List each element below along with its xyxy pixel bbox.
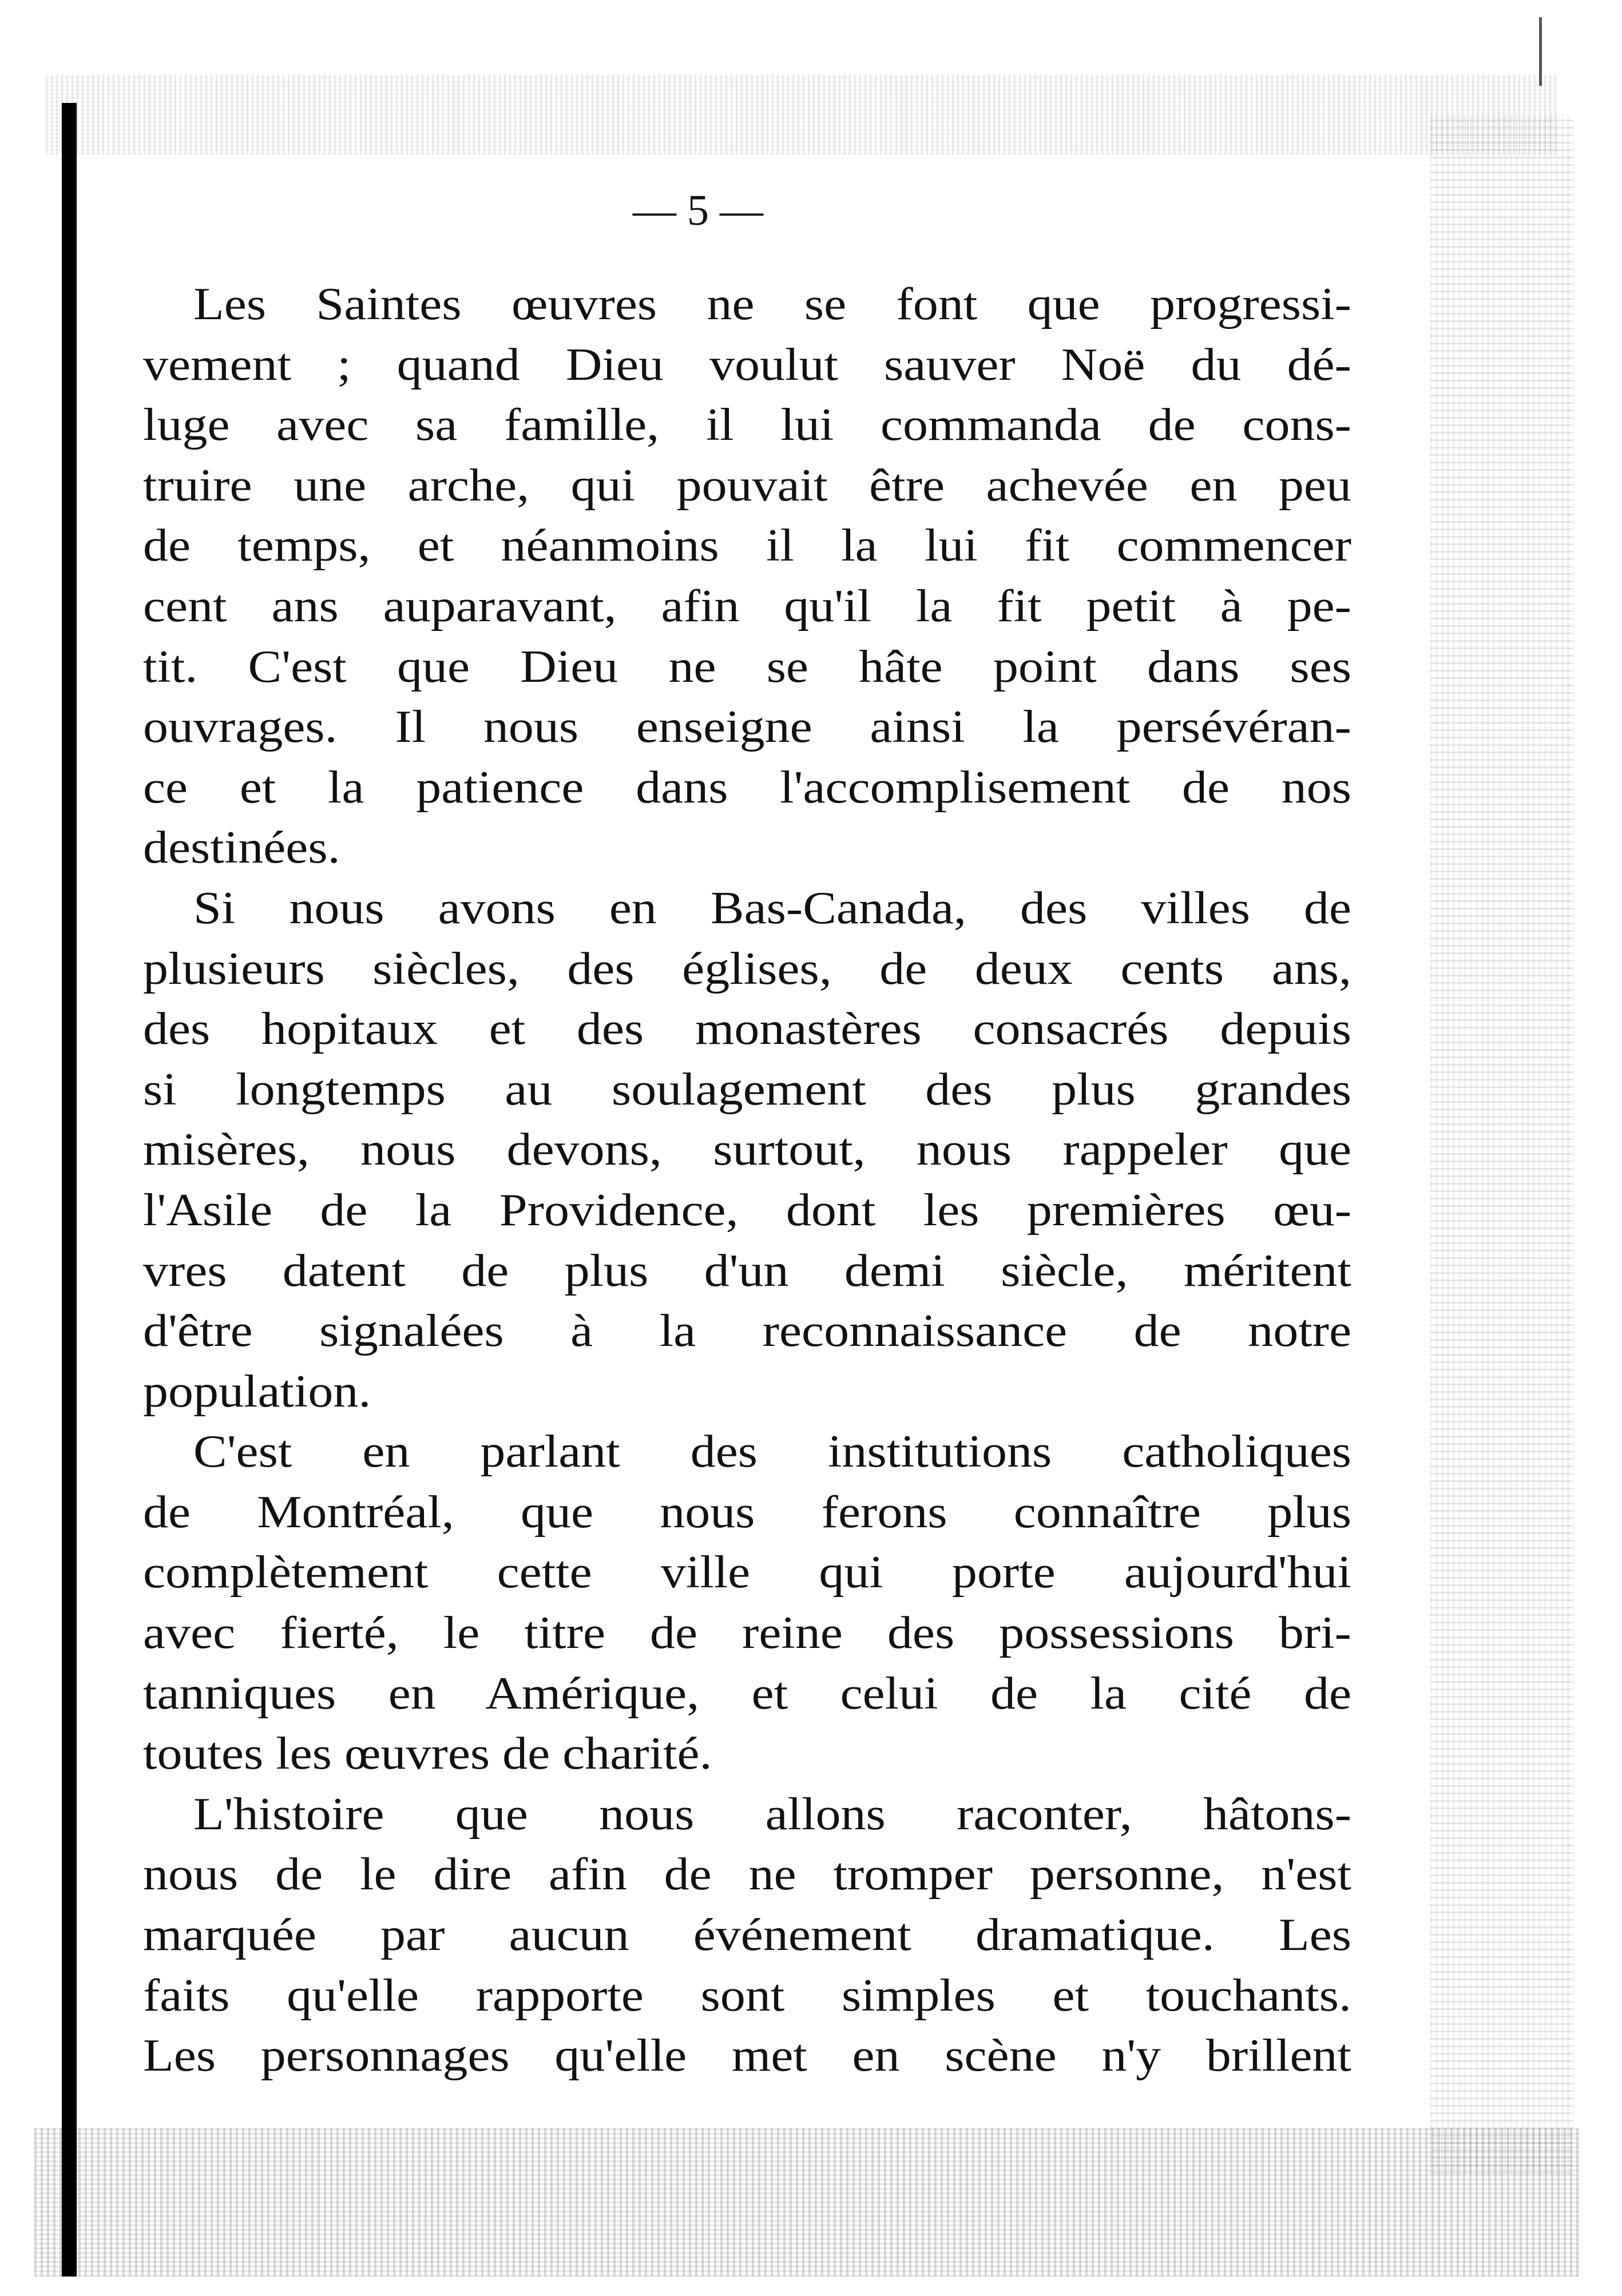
text-line: de temps, et néanmoins il la lui fit commencer <box>143 521 1351 571</box>
paragraph <box>143 1422 1351 1785</box>
scan-edge-mark <box>1539 17 1542 86</box>
scan-noise-bottom <box>34 2128 1579 2277</box>
text-line: tit. C'est que Dieu ne se hâte point dans ses <box>143 641 1351 692</box>
text-line: misères, nous devons, surtout, nous rappeler que <box>143 1125 1351 1175</box>
text-line: toutes les œuvres de charité. <box>143 1729 712 1779</box>
text-line: Les personnages qu'elle met en scène n'y brillent <box>143 2031 1351 2082</box>
text-line: avec fierté, le titre de reine des possessions bri- <box>143 1608 1351 1659</box>
binding-shadow <box>62 103 77 2277</box>
text-line: ouvrages. Il nous enseigne ainsi la persévéran- <box>143 702 1351 753</box>
text-line: luge avec sa famille, il lui commanda de cons- <box>143 400 1351 451</box>
text-line: vement ; quand Dieu voulut sauver Noë du dé- <box>143 339 1351 390</box>
paragraph <box>143 275 1351 879</box>
text-line: L'histoire que nous allons raconter, hâtons- <box>193 1789 1351 1840</box>
text-line: nous de le dire afin de ne tromper personne, n'est <box>143 1849 1351 1900</box>
scan-noise-top <box>46 74 1556 154</box>
text-line: plusieurs siècles, des églises, de deux cents ans, <box>143 943 1351 994</box>
text-line: Les Saintes œuvres ne se font que progressi- <box>193 279 1351 329</box>
text-line: C'est en parlant des institutions catholiques <box>193 1427 1351 1477</box>
text-line: si longtemps au soulagement des plus grandes <box>143 1064 1351 1115</box>
text-line: tanniques en Amérique, et celui de la cité de <box>143 1668 1351 1719</box>
page-number: — 5 — <box>633 186 763 235</box>
text-line: vres datent de plus d'un demi siècle, méritent <box>143 1245 1351 1296</box>
text-line: de Montréal, que nous ferons connaître plus <box>143 1487 1351 1538</box>
text-line: marquée par aucun événement dramatique. Les <box>143 1910 1351 1961</box>
text-line: des hopitaux et des monastères consacrés depuis <box>143 1004 1351 1055</box>
text-line: population. <box>143 1366 371 1417</box>
paragraph <box>143 1785 1351 2087</box>
text-line: destinées. <box>143 823 340 873</box>
text-line: Si nous avons en Bas-Canada, des villes de <box>193 883 1351 934</box>
text-line: ce et la patience dans l'accomplisement de nos <box>143 762 1351 813</box>
text-line: complètement cette ville qui porte aujourd'hui <box>143 1547 1351 1598</box>
text-line: l'Asile de la Providence, dont les premières œu- <box>143 1185 1351 1236</box>
text-line: truire une arche, qui pouvait être achevée en peu <box>143 460 1351 511</box>
text-line: cent ans auparavant, afin qu'il la fit petit à pe- <box>143 581 1351 631</box>
body-text <box>143 275 1351 2087</box>
text-line: faits qu'elle rapporte sont simples et touchants. <box>143 1970 1351 2021</box>
paragraph <box>143 879 1351 1422</box>
text-line: d'être signalées à la reconnaissance de notre <box>143 1306 1351 1357</box>
scan-noise-right <box>1430 114 1573 2174</box>
